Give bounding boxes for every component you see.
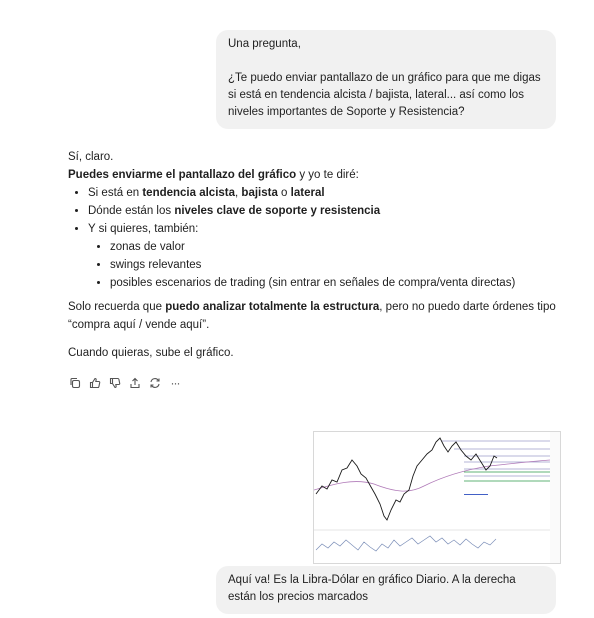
list-item: • Si está en tendencia alcista, bajista o lateral — [88, 184, 564, 202]
user-message-text: Aquí va! Es la Libra-Dólar en gráfico Diario. A la derecha están los precios marcados — [228, 574, 516, 603]
copy-icon[interactable] — [68, 376, 82, 390]
user-message-bubble — [216, 566, 556, 614]
share-icon[interactable] — [128, 376, 142, 390]
price-line — [316, 438, 497, 520]
list-item: • posibles escenarios de trading (sin entrar en señales de compra/venta directas) — [110, 274, 564, 292]
thumbs-down-icon[interactable] — [108, 376, 122, 390]
assistant-intro: Sí, claro. — [68, 151, 114, 163]
user-message-bubble — [216, 30, 556, 129]
bullet-list — [68, 184, 564, 292]
assistant-paragraph — [68, 166, 564, 184]
text: y yo te diré: — [296, 169, 359, 181]
chart-thumbnail — [314, 432, 560, 563]
user-message-question: ¿Te puedo enviar pantallazo de un gráfico para que me digas si está en tendencia alcista / bajista, lateral... así como los niveles importantes de Soporte y Resistencia? — [228, 72, 541, 118]
assistant-closing: Cuando quieras, sube el gráfico. — [68, 347, 234, 359]
sub-bullet-list — [88, 238, 564, 292]
list-item: • Y si quieres, también: • zonas de valor • swings relevantes • posibles escenarios de trading (sin entrar en señales de compra/venta directas) — [88, 220, 564, 292]
price-axis — [550, 432, 560, 563]
assistant-response — [68, 148, 564, 362]
user-message-line: Una pregunta, — [228, 38, 301, 50]
uploaded-chart-image[interactable] — [313, 431, 561, 564]
bold-text: Puedes enviarme el pantallazo del gráfico — [68, 169, 297, 181]
list-item: • Dónde están los niveles clave de soporte y resistencia — [88, 202, 564, 220]
message-actions — [68, 376, 182, 390]
assistant-paragraph: Solo recuerda que puedo analizar totalmente la estructura, pero no puedo darte órdenes tipo “compra aquí / vende aquí”. — [68, 301, 556, 331]
list-item: • swings relevantes — [110, 256, 564, 274]
more-icon[interactable]: ··· — [170, 376, 180, 390]
regenerate-icon[interactable] — [148, 376, 162, 390]
thumbs-up-icon[interactable] — [88, 376, 102, 390]
list-item: • zonas de valor — [110, 238, 564, 256]
oscillator-line — [316, 536, 496, 551]
svg-text:▬▬▬▬▬▬▬▬: ▬▬▬▬▬▬▬▬ — [464, 492, 488, 496]
